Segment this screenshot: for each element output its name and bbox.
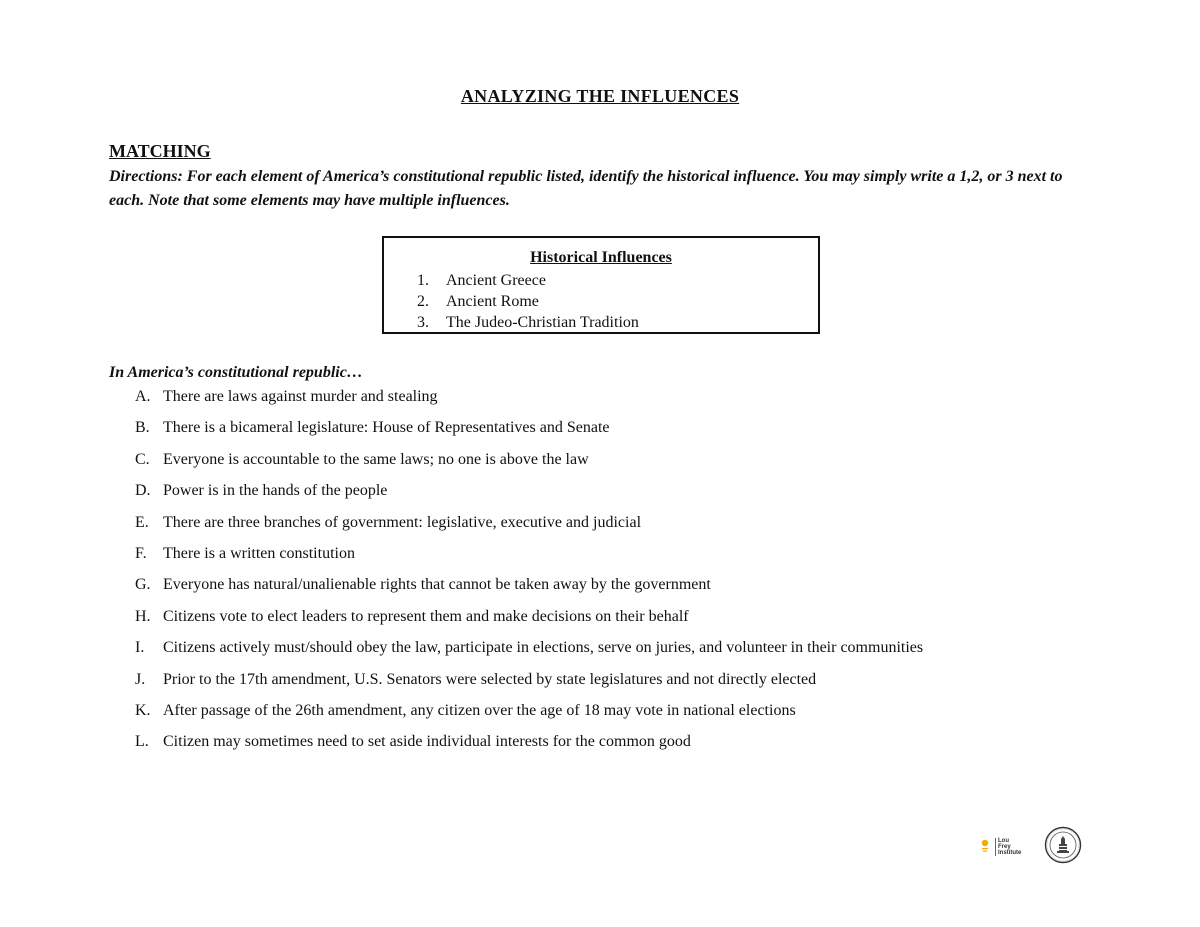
element-text: There are laws against murder and stealing — [163, 388, 438, 405]
element-item — [135, 637, 923, 668]
matching-heading: MATCHING — [109, 141, 211, 161]
element-letter: D. — [135, 482, 151, 500]
element-text: There is a written constitution — [163, 544, 355, 562]
historical-influences-list — [417, 270, 639, 333]
element-item — [135, 512, 923, 543]
element-item — [135, 606, 923, 637]
element-letter: E. — [135, 513, 149, 531]
element-letter: G. — [135, 576, 151, 594]
logo-divider — [995, 838, 996, 856]
element-letter: H. — [135, 607, 151, 625]
element-letter: L. — [135, 733, 149, 751]
element-text: Everyone is accountable to the same laws; no one is above the law — [163, 450, 589, 468]
directions-text: Directions: For each element of America’s constitutional republic listed, identify the historical influence. You may simply write a 1,2, or 3 next to each. Note that some elements may have multiple influences. — [109, 168, 1063, 209]
influence-item — [417, 291, 639, 312]
element-text: Citizens actively must/should obey the law, participate in elections, serve on juries, and volunteer in their communities — [163, 639, 924, 657]
element-letter: B. — [135, 419, 150, 437]
element-item — [135, 731, 923, 762]
element-letter: F. — [135, 544, 147, 562]
element-text: Everyone has natural/unalienable rights that cannot be taken away by the government — [163, 576, 711, 594]
element-letter: I. — [135, 639, 145, 657]
element-text: Citizens vote to elect leaders to represent them and make decisions on their behalf — [163, 607, 689, 625]
influence-number: 1. — [417, 272, 429, 289]
influence-label: The Judeo-Christian Tradition — [446, 314, 639, 331]
element-text: Citizen may sometimes need to set aside individual interests for the common good — [163, 733, 691, 751]
element-item — [135, 417, 923, 448]
element-text: Prior to the 17th amendment, U.S. Senators were selected by state legislatures and not directly elected — [163, 670, 817, 688]
element-letter: A. — [135, 388, 151, 405]
institute-name: Lou Frey Institute — [998, 838, 1022, 856]
element-item — [135, 449, 923, 480]
element-item — [135, 543, 923, 574]
seal-icon — [1044, 826, 1082, 864]
element-letter: K. — [135, 701, 151, 719]
lou-frey-logo-text — [998, 838, 1020, 856]
element-item — [135, 574, 923, 605]
influence-number: 3. — [417, 314, 429, 331]
influence-item — [417, 312, 639, 333]
element-text: There is a bicameral legislature: House of Representatives and Senate — [163, 419, 610, 437]
page-title: ANALYZING THE INFLUENCES — [460, 86, 740, 106]
element-text: After passage of the 26th amendment, any citizen over the age of 18 may vote in national elections — [163, 701, 796, 719]
element-letter: C. — [135, 450, 150, 468]
influence-item — [417, 270, 639, 291]
historical-influences-title: Historical Influences — [530, 249, 672, 266]
historical-influences-box — [382, 236, 820, 334]
elements-intro: In America’s constitutional republic… — [109, 364, 363, 381]
element-letter: J. — [135, 670, 146, 688]
influence-number: 2. — [417, 293, 429, 310]
influence-label: Ancient Rome — [446, 293, 539, 310]
influence-label: Ancient Greece — [446, 272, 546, 289]
element-item — [135, 480, 923, 511]
footer-logos — [978, 826, 1084, 866]
element-item — [135, 669, 923, 700]
elements-list — [135, 386, 923, 763]
element-text: Power is in the hands of the people — [163, 482, 388, 500]
element-text: There are three branches of government: legislative, executive and judicial — [163, 513, 642, 531]
element-item — [135, 386, 923, 417]
lou-frey-mark-icon — [978, 838, 992, 854]
element-item — [135, 700, 923, 731]
